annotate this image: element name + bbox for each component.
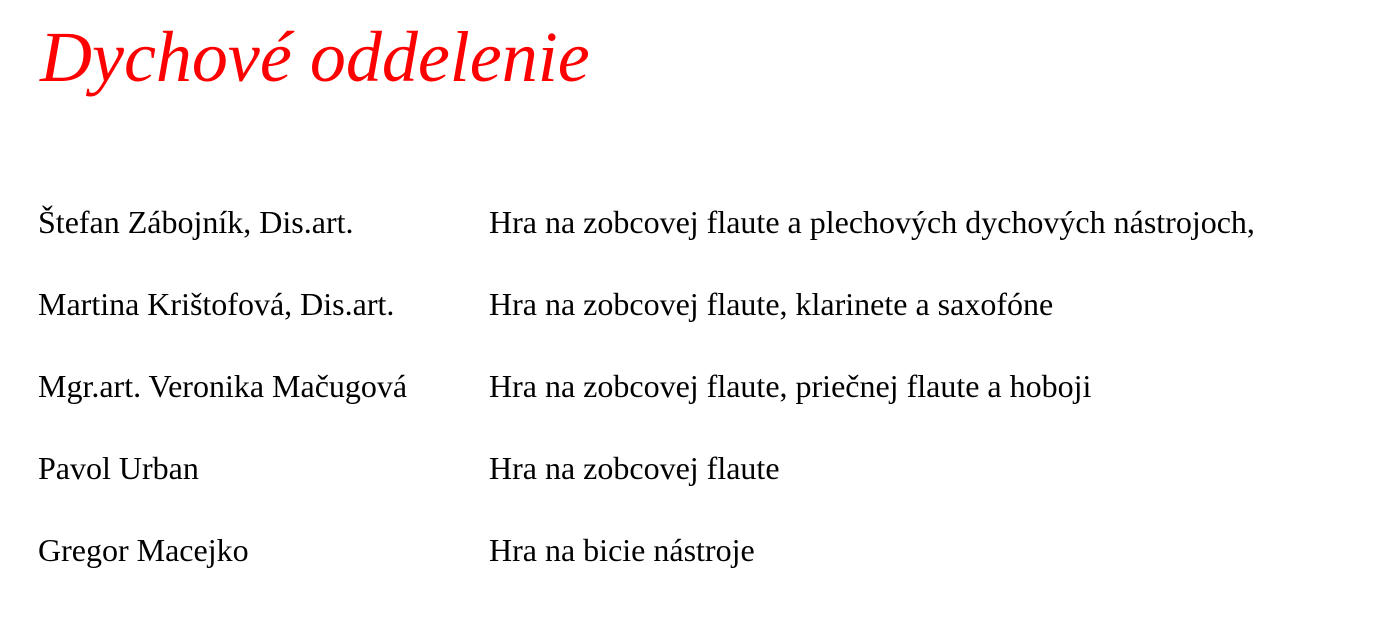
staff-list	[38, 196, 1368, 606]
staff-role: Hra na bicie nástroje	[489, 532, 755, 568]
staff-name: Štefan Zábojník, Dis.art.	[38, 204, 354, 240]
staff-row	[38, 442, 1368, 524]
staff-name: Pavol Urban	[38, 450, 199, 486]
staff-row	[38, 196, 1368, 278]
staff-role: Hra na zobcovej flaute, priečnej flaute a hoboji	[489, 368, 1092, 404]
staff-role: Hra na zobcovej flaute a plechových dychových nástrojoch,	[489, 204, 1255, 240]
staff-row	[38, 360, 1368, 442]
staff-role: Hra na zobcovej flaute	[489, 450, 780, 486]
staff-row	[38, 278, 1368, 360]
staff-row	[38, 524, 1368, 606]
staff-name: Martina Krištofová, Dis.art.	[38, 286, 395, 322]
staff-name: Gregor Macejko	[38, 532, 249, 568]
staff-name: Mgr.art. Veronika Mačugová	[38, 368, 408, 404]
staff-role: Hra na zobcovej flaute, klarinete a saxofóne	[489, 286, 1054, 322]
page-title: Dychové oddelenie	[40, 17, 590, 97]
